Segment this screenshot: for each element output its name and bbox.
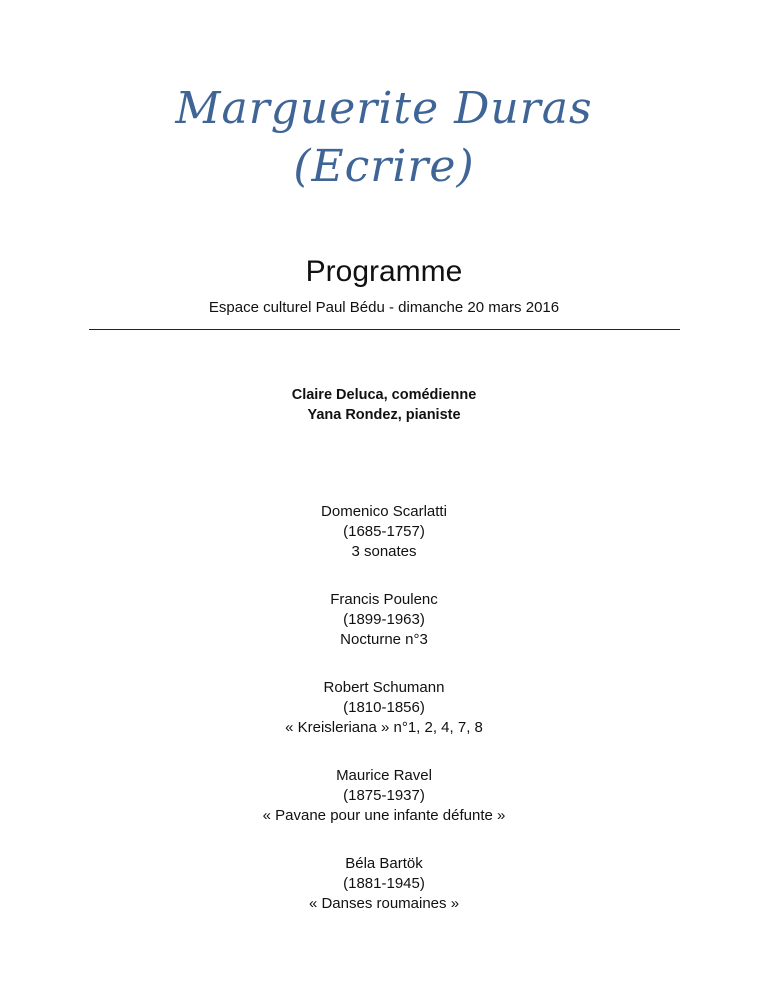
piece-dates: (1875-1937) — [343, 787, 425, 804]
piece-work: 3 sonates — [351, 543, 417, 560]
piece-item — [0, 678, 768, 738]
programme-heading: Programme — [305, 255, 463, 288]
piece-dates: (1685-1757) — [343, 523, 425, 540]
piece-work: « Pavane pour une infante défunte » — [262, 807, 506, 824]
title-line-2: (Ecrire) — [293, 141, 475, 192]
piece-composer: Francis Poulenc — [330, 591, 438, 608]
piece-item — [0, 502, 768, 562]
performers-block — [0, 385, 768, 425]
piece-item — [0, 766, 768, 826]
piece-dates: (1899-1963) — [343, 611, 425, 628]
piece-work: « Kreisleriana » n°1, 2, 4, 7, 8 — [285, 719, 483, 736]
divider-line — [89, 329, 680, 330]
piece-work: « Danses roumaines » — [308, 895, 460, 912]
performer-pianist: Yana Rondez, pianiste — [307, 407, 461, 423]
programme-subheading: Espace culturel Paul Bédu - dimanche 20 mars 2016 — [208, 299, 560, 316]
piece-composer: Béla Bartök — [345, 855, 423, 872]
piece-composer: Maurice Ravel — [336, 767, 432, 784]
piece-composer: Domenico Scarlatti — [321, 503, 447, 520]
document-title — [0, 80, 768, 196]
performer-actress: Claire Deluca, comédienne — [291, 387, 477, 403]
pieces-list — [0, 502, 768, 942]
piece-dates: (1881-1945) — [343, 875, 425, 892]
piece-composer: Robert Schumann — [323, 679, 445, 696]
piece-item — [0, 590, 768, 650]
piece-dates: (1810-1856) — [343, 699, 425, 716]
piece-item — [0, 854, 768, 914]
piece-work: Nocturne n°3 — [340, 631, 428, 648]
title-line-1: Marguerite Duras — [175, 83, 593, 134]
